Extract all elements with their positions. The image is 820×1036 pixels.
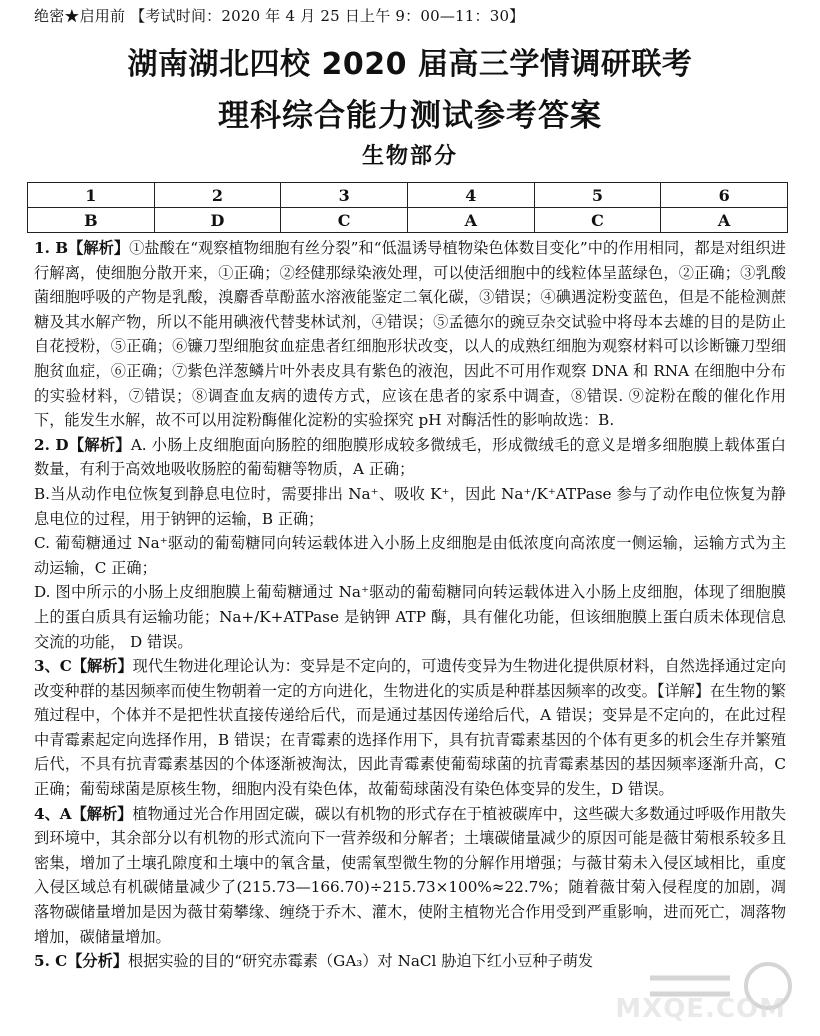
explanation-paragraph [34, 482, 786, 531]
watermark-text: MXQE.COM [615, 994, 786, 1024]
question-number: 6 [661, 183, 788, 208]
explanation-label: 5. C【分析】 [34, 952, 128, 971]
explanation-text: B.当从动作电位恢复到静息电位时，需要排出 Na⁺、吸收 K⁺，因此 Na⁺/K⁺ATPase 参与了动作电位恢复为静息电位的过程，用于钠钾的运输，B 正确； [34, 484, 786, 528]
explanation-label: 2. D【解析】 [34, 435, 131, 454]
question-number: 5 [534, 183, 661, 208]
answer-table [27, 182, 788, 233]
explanation-paragraph [34, 654, 786, 802]
explanation-paragraph [34, 433, 786, 482]
question-number: 2 [154, 183, 281, 208]
watermark-logo [615, 958, 800, 1028]
exam-title: 湖南湖北四校 2020 届高三学情调研联考 [127, 47, 693, 82]
answer-key-title: 理科综合能力测试参考答案 [218, 98, 602, 134]
answer-table-answer-row [28, 208, 788, 233]
explanation-paragraph [34, 236, 786, 433]
question-number: 1 [28, 183, 155, 208]
answer-letter: B [28, 208, 155, 233]
explanation-text: 根据实验的目的“研究赤霉素（GA₃）对 NaCl 胁迫下红小豆种子萌发 [127, 952, 594, 971]
answer-letter: C [534, 208, 661, 233]
answer-letter: A [661, 208, 788, 233]
question-number: 3 [281, 183, 408, 208]
explanation-paragraph [34, 802, 786, 950]
explanation-label: 3、C【解析】 [34, 657, 133, 676]
explanation-text: 植物通过光合作用固定碳，碳以有机物的形式存在于植被碳库中，这些碳大多数通过呼吸作用散失到环境中，其余部分以有机物的形式流向下一营养级和分解者；土壤碳储量减少的原因可能是薇甘菊根系较多且密集，增加了土壤孔隙度和土壤中的氧含量，使需氧型微生物的分解作用增强；与薇甘菊未入侵区域相比，重度入侵区域总有机碳储量减少了(215.73—166.70)÷215.73×100%≈22.7%；随着薇甘菊入侵程度的加剧，凋落物碳储量增加是因为薇甘菊攀缘、缠绕于乔木、灌木，使附主植物光合作用受到严重影响，进而死亡，凋落物增加，碳储量增加。 [34, 804, 787, 946]
question-number: 4 [407, 183, 534, 208]
explanation-text: C. 葡萄糖通过 Na⁺驱动的葡萄糖同向转运载体进入小肠上皮细胞是由低浓度向高浓度一侧运输，运输方式为主动运输，C 正确； [34, 534, 786, 577]
section-title: 生物部分 [361, 144, 458, 169]
explanation-paragraph [34, 580, 786, 654]
explanation-text: ①盐酸在“观察植物细胞有丝分裂”和“低温诱导植物染色体数目变化”中的作用相同，都是对组织进行解离，使细胞分散开来，①正确；②经健那绿染液处理，可以使活细胞中的线粒体呈蓝绿色，②正确；③乳酸菌细胞呼吸的产物是乳酸，溴麝香草酚蓝水溶液能鉴定二氧化碳，③错误；④碘遇淀粉变蓝色，但是不能检测蔗糖及其水解产物，所以不能用碘液代替斐林试剂，④错误；⑤孟德尔的豌豆杂交试验中将母本去雄的目的是防止自花授粉，⑤正确；⑥镰刀型细胞贫血症患者红细胞形状改变，以人的成熟红细胞为观察材料可以诊断镰刀型细胞贫血症，⑥正确；⑦紫色洋葱鳞片叶外表皮具有紫色的液泡，因此不可用作观察 DNA 和 RNA 在细胞中分布的实验材料，⑦错误；⑧调查血友病的遗传方式，应该在患者的家系中调查，⑧错误. ⑨淀粉在酸的催化作用下，能发生水解，故不可以用淀粉酶催化淀粉的实验探究 pH 对酶活性的影响故选：B. [34, 239, 786, 430]
explanation-label: 4、A【解析】 [34, 804, 133, 823]
explanation-text: 现代生物进化理论认为：变异是不定向的，可遗传变异为生物进化提供原材料，自然选择通过定向改变种群的基因频率而使生物朝着一定的方向进化，生物进化的实质是种群基因频率的改变。【详解】在生物的繁殖过程中，个体并不是把性状直接传递给后代，而是通过基因传递给后代，A 错误；变异是不定向的，在此过程中青霉素起定向选择作用，B 错误；在青霉素的选择作用下，具有抗青霉素基因的个体有更多的机会生存并繁殖后代，不具有抗青霉素基因的个体逐渐被淘汰，因此青霉素使葡萄球菌的抗青霉素基因的基因频率逐渐升高，C 正确；葡萄球菌是原核生物，细胞内没有染色体，故葡萄球菌没有染色体变异的发生，D 错误。 [34, 657, 787, 799]
answer-letter: D [154, 208, 281, 233]
explanation-text: D. 图中所示的小肠上皮细胞膜上葡萄糖通过 Na⁺驱动的葡萄糖同向转运载体进入小肠上皮细胞，体现了细胞膜上的蛋白质具有运输功能；Na+/K+ATPase 是钠钾 ATP 酶，具有催化功能，但该细胞膜上蛋白质未体现信息交流的功能， D 错误。 [34, 583, 786, 651]
secret-header: 绝密★启用前 【考试时间：2020 年 4 月 25 日上午 9：00—11：30】 [34, 7, 525, 25]
answer-table-header-row [28, 183, 788, 208]
answer-letter: C [281, 208, 408, 233]
explanations-body [34, 236, 786, 974]
explanation-paragraph [34, 531, 786, 580]
explanation-text: A. 小肠上皮细胞面向肠腔的细胞膜形成较多微绒毛，形成微绒毛的意义是增多细胞膜上载体蛋白数量，有利于高效地吸收肠腔的葡萄糖等物质，A 正确； [34, 435, 786, 479]
answer-letter: A [407, 208, 534, 233]
explanation-label: 1. B【解析】 [34, 239, 130, 257]
